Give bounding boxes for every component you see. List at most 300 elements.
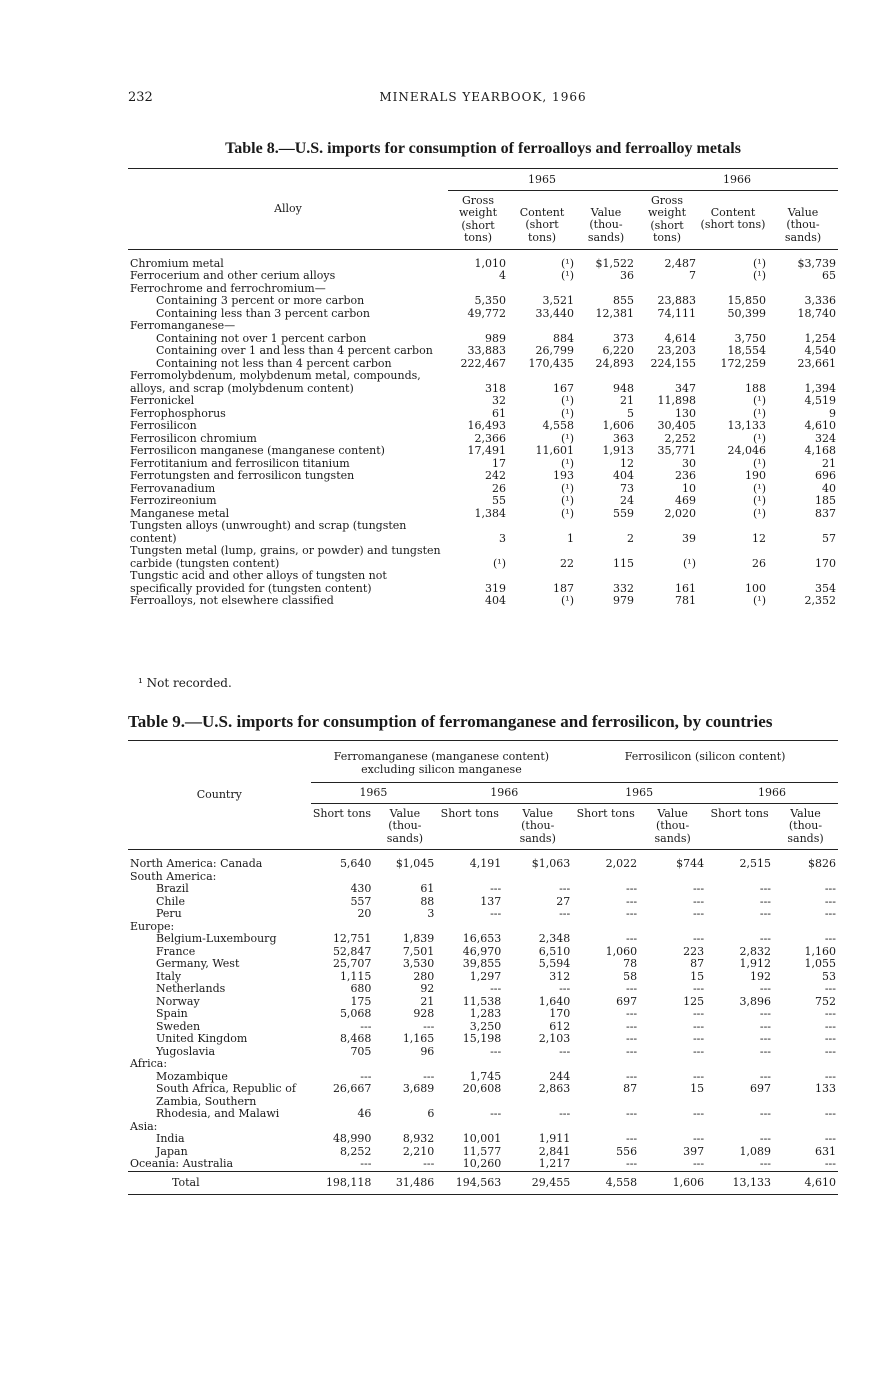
table9-year: 1966 xyxy=(706,783,838,804)
table-cell xyxy=(503,1058,572,1071)
table9-total-row xyxy=(128,1171,838,1195)
table-cell: (¹) xyxy=(753,406,766,420)
table-row xyxy=(128,520,838,545)
table-row xyxy=(128,1033,838,1046)
table-cell: 49,772 xyxy=(467,306,506,320)
table-cell: 3 xyxy=(499,531,506,545)
table-cell: --- xyxy=(692,1032,705,1045)
table-row xyxy=(128,470,838,483)
table-cell xyxy=(448,320,508,333)
table-cell xyxy=(773,1058,838,1071)
table-cell: 5 xyxy=(627,406,634,420)
table-row xyxy=(128,370,838,395)
table-row xyxy=(128,545,838,570)
table-cell: 2,252 xyxy=(664,431,696,445)
table-cell: 989 xyxy=(485,331,506,345)
table8-body xyxy=(128,249,838,608)
table-cell: 23,661 xyxy=(797,356,836,370)
table-cell: 192 xyxy=(750,969,772,983)
row-label: Tungstic acid and other alloys of tungsten not specifically provided for (tungsten content) xyxy=(130,570,387,595)
page-number: 232 xyxy=(128,90,153,105)
table-cell: --- xyxy=(824,1019,836,1033)
table-cell: --- xyxy=(759,882,772,895)
table-row xyxy=(128,850,838,871)
table-cell: 57 xyxy=(822,531,836,545)
row-label: Ferrosilicon chromium xyxy=(130,432,257,445)
row-label: Ferrotungsten and ferrosilicon tungsten xyxy=(130,470,355,482)
table-cell: 36 xyxy=(620,269,634,282)
table-row xyxy=(128,308,838,321)
table-cell: 96 xyxy=(420,1044,435,1058)
table-cell: 4,558 xyxy=(542,419,574,432)
table-row xyxy=(128,458,838,471)
row-label: Brazil xyxy=(156,883,189,895)
table-cell: 1,254 xyxy=(804,331,836,345)
row-label: Zambia, Southern Rhodesia, and Malawi xyxy=(156,1095,280,1120)
table-cell: 73 xyxy=(620,481,634,495)
table-cell: 52,847 xyxy=(332,944,372,958)
table-row xyxy=(128,570,838,595)
table-cell xyxy=(311,1058,374,1071)
col-head: Short tons xyxy=(710,806,769,820)
table-cell: $3,739 xyxy=(797,256,836,270)
row-label: Netherlands xyxy=(156,983,226,995)
table-cell: --- xyxy=(692,982,705,995)
table-cell xyxy=(572,1058,639,1071)
row-label: Mozambique xyxy=(156,1070,228,1083)
row-label: Ferrochrome and ferrochromium— xyxy=(130,282,326,295)
table-row xyxy=(128,495,838,508)
table-row xyxy=(128,249,838,270)
table-cell: 705 xyxy=(350,1044,372,1058)
table-cell: 236 xyxy=(675,469,696,482)
table-cell: 61 xyxy=(492,406,506,420)
table-cell: 3 xyxy=(427,907,435,920)
table-row xyxy=(128,883,838,896)
table-cell: 9 xyxy=(829,406,836,420)
table-cell: (¹) xyxy=(753,256,766,270)
table-cell xyxy=(508,320,576,333)
table-cell: 17,491 xyxy=(467,444,506,457)
table-cell: 24,893 xyxy=(595,356,634,370)
table-cell: 1,384 xyxy=(474,506,506,520)
table-cell: 559 xyxy=(613,506,634,520)
table-cell: 12,751 xyxy=(332,932,372,945)
table-cell: 133 xyxy=(815,1082,836,1095)
table-cell: --- xyxy=(490,1107,502,1120)
table-cell: 10,001 xyxy=(462,1132,502,1145)
table-cell: 1,913 xyxy=(602,444,634,457)
table-cell: 61 xyxy=(420,882,435,895)
row-label: Europe: xyxy=(130,920,175,933)
table-cell: 4,191 xyxy=(469,857,502,870)
table-cell: --- xyxy=(759,907,772,920)
table-cell: 884 xyxy=(553,331,574,345)
table-cell: 2,022 xyxy=(605,857,638,870)
table-cell: 2,210 xyxy=(402,1144,435,1158)
running-head: MINERALS YEARBOOK, 1966 xyxy=(379,90,587,104)
table-cell: (¹) xyxy=(561,456,574,470)
col-head: Value (thou- sands) xyxy=(587,205,625,244)
table-cell xyxy=(576,320,636,333)
row-label: Containing not over 1 percent carbon xyxy=(156,332,367,345)
table-cell: 2,352 xyxy=(804,594,836,607)
table-cell: 48,990 xyxy=(332,1132,372,1145)
table9 xyxy=(128,740,838,1195)
table-cell: (¹) xyxy=(561,256,574,270)
table-cell: 21 xyxy=(420,994,435,1008)
table-cell: (¹) xyxy=(561,431,574,445)
table-cell: 324 xyxy=(815,431,836,445)
table-cell: 2,487 xyxy=(664,256,696,270)
table-cell: 3,896 xyxy=(739,994,772,1008)
table-cell: 7 xyxy=(689,269,696,282)
table-cell: 332 xyxy=(613,581,634,595)
row-label: Containing over 1 and less than 4 percent carbon xyxy=(156,345,433,357)
table-cell: 1,115 xyxy=(339,969,372,983)
table-cell: --- xyxy=(692,1044,705,1058)
row-label: Manganese metal xyxy=(130,507,230,520)
table-cell: --- xyxy=(626,932,638,945)
row-label: Asia: xyxy=(130,1120,158,1133)
row-label: Containing less than 3 percent carbon xyxy=(156,307,371,320)
table9-body xyxy=(128,850,838,1172)
table-cell: 190 xyxy=(745,469,766,482)
table-cell: 115 xyxy=(613,556,634,570)
table-cell: --- xyxy=(759,1107,772,1120)
table-cell: 224,155 xyxy=(650,356,696,370)
row-label: Ferroalloys, not elsewhere classified xyxy=(130,595,334,607)
table-cell: 170 xyxy=(549,1007,571,1020)
table-cell: 170 xyxy=(815,556,836,570)
total-cell: 4,558 xyxy=(605,1175,638,1189)
table-cell: 1,089 xyxy=(739,1144,772,1158)
table-cell: 55 xyxy=(492,494,506,507)
table-cell: 8,468 xyxy=(339,1032,372,1045)
table-cell: 23,203 xyxy=(657,344,696,357)
row-label: India xyxy=(156,1133,185,1145)
table-cell: 40 xyxy=(822,481,836,495)
table-cell: 92 xyxy=(420,982,435,995)
table-cell: 26 xyxy=(752,556,766,570)
table-cell: 222,467 xyxy=(460,356,506,370)
table-cell: 161 xyxy=(675,581,696,595)
table-row xyxy=(128,1046,838,1059)
row-label: South America: xyxy=(130,870,217,883)
table-cell: 78 xyxy=(623,957,638,970)
table9-year: 1966 xyxy=(436,783,572,804)
table-row xyxy=(128,971,838,984)
table-cell: 6,510 xyxy=(538,944,571,958)
table-cell: 23,883 xyxy=(657,294,696,307)
table-cell: 2,348 xyxy=(538,932,571,945)
table-cell: 24 xyxy=(620,494,634,507)
col-head: Short tons xyxy=(576,806,635,820)
table-cell: 928 xyxy=(413,1007,435,1020)
table-cell: $744 xyxy=(676,857,705,870)
table-cell: --- xyxy=(626,1132,638,1145)
table-cell: 6 xyxy=(427,1107,435,1120)
table-cell: --- xyxy=(559,982,571,995)
row-label: Ferrosilicon xyxy=(130,420,197,432)
table-cell: 87 xyxy=(623,1082,638,1095)
table-cell: --- xyxy=(490,982,502,995)
table-cell: 12 xyxy=(620,456,634,470)
table-cell: --- xyxy=(626,894,638,908)
table-cell: 347 xyxy=(675,381,696,395)
table-cell: 2,103 xyxy=(538,1032,571,1045)
table-cell: 4,614 xyxy=(664,331,696,345)
table-cell: (¹) xyxy=(753,481,766,495)
table-cell: 100 xyxy=(745,581,766,595)
table-cell: $1,522 xyxy=(595,256,634,270)
table-cell: 65 xyxy=(822,269,836,282)
row-label: Oceania: Australia xyxy=(130,1158,234,1170)
total-label: Total xyxy=(172,1175,200,1189)
table-cell: 8,252 xyxy=(339,1144,372,1158)
table-cell: 16,493 xyxy=(467,419,506,432)
table-cell: 25,707 xyxy=(332,957,372,970)
table-cell xyxy=(373,1058,436,1071)
table-cell: 319 xyxy=(485,581,506,595)
table-cell: 21 xyxy=(620,394,634,407)
table-cell: 1,055 xyxy=(804,957,836,970)
table-cell: 280 xyxy=(413,969,435,983)
table-cell: --- xyxy=(759,1007,772,1020)
table-cell: --- xyxy=(824,882,836,895)
table-cell: --- xyxy=(626,982,638,995)
row-label: Ferrozireonium xyxy=(130,495,217,507)
table-cell: --- xyxy=(692,1107,705,1120)
table-cell: 27 xyxy=(556,894,571,908)
table-cell: --- xyxy=(360,1069,372,1083)
table-cell: 2,020 xyxy=(664,506,696,520)
table-cell: 88 xyxy=(420,894,435,908)
table-cell: 2,841 xyxy=(538,1144,571,1158)
table-cell: 10,260 xyxy=(462,1157,502,1170)
table-cell: 20 xyxy=(357,907,372,920)
table-cell: 11,577 xyxy=(462,1144,502,1158)
table-cell: --- xyxy=(559,1044,571,1058)
table-cell: 6,220 xyxy=(602,344,634,357)
table-row xyxy=(128,358,838,371)
table-cell: --- xyxy=(626,1107,638,1120)
col-head: Gross weight (short tons) xyxy=(648,193,686,244)
table-cell: 1,911 xyxy=(538,1132,571,1145)
table-cell: --- xyxy=(692,1069,705,1083)
total-cell: 1,606 xyxy=(672,1175,705,1189)
total-cell: 198,118 xyxy=(325,1175,372,1189)
table-cell: 8,932 xyxy=(402,1132,435,1145)
table-cell: --- xyxy=(692,882,705,895)
table-cell: 137 xyxy=(480,894,502,908)
table-cell: 11,898 xyxy=(657,394,696,407)
table-cell: 631 xyxy=(815,1144,836,1158)
row-label: Tungsten alloys (unwrought) and scrap (tungsten content) xyxy=(130,520,407,545)
table-cell: --- xyxy=(559,882,571,895)
table9-group-ferromanganese: Ferromanganese (manganese content) excluding silicon manganese xyxy=(311,741,573,783)
table-cell: 11,538 xyxy=(462,994,502,1008)
table-cell: 7,501 xyxy=(402,944,435,958)
table-cell: 18,554 xyxy=(727,344,766,357)
table-cell: 557 xyxy=(350,894,372,908)
row-label: Japan xyxy=(156,1145,188,1158)
table-cell: 125 xyxy=(683,994,705,1008)
total-cell: 194,563 xyxy=(455,1175,502,1189)
row-label: Tungsten metal (lump, grains, or powder) and tungsten carbide (tungsten content) xyxy=(130,545,441,570)
row-label: Ferrophosphorus xyxy=(130,407,226,420)
table-cell: (¹) xyxy=(753,394,766,407)
table-cell: 1,297 xyxy=(469,969,502,983)
table-cell: 354 xyxy=(815,581,836,595)
table-row xyxy=(128,320,838,333)
table-cell: 781 xyxy=(675,594,696,607)
table-cell: 1,010 xyxy=(474,256,506,270)
table-cell: 1,640 xyxy=(538,994,571,1008)
row-label: Spain xyxy=(156,1008,188,1020)
row-label: Containing 3 percent or more carbon xyxy=(156,295,365,307)
row-label: France xyxy=(156,945,196,958)
table-row xyxy=(128,908,838,921)
table-cell: --- xyxy=(692,907,705,920)
total-cell: 29,455 xyxy=(531,1175,571,1189)
table-cell: --- xyxy=(824,894,836,908)
table-cell xyxy=(436,1058,503,1071)
table-cell: 5,350 xyxy=(474,294,506,307)
table-cell: 1,745 xyxy=(469,1069,502,1083)
table-cell: (¹) xyxy=(561,269,574,282)
table-cell: 33,883 xyxy=(467,344,506,357)
table-cell: --- xyxy=(759,932,772,945)
table-row xyxy=(128,420,838,433)
table-cell: 15,850 xyxy=(727,294,766,307)
row-label: United Kingdom xyxy=(156,1033,248,1045)
table-cell: 397 xyxy=(683,1144,705,1158)
table-cell: --- xyxy=(824,1007,836,1020)
table-cell: 87 xyxy=(690,957,705,970)
table-cell: --- xyxy=(824,1107,836,1120)
table-row xyxy=(128,270,838,283)
table-row xyxy=(128,958,838,971)
table-cell: 4,540 xyxy=(804,344,836,357)
table-cell: 469 xyxy=(675,494,696,507)
table-row xyxy=(128,595,838,608)
col-head: Value (thou- sands) xyxy=(519,806,556,845)
row-label: South Africa, Republic of xyxy=(156,1083,296,1095)
table-cell: $1,063 xyxy=(531,857,571,870)
table-cell: 26,799 xyxy=(535,344,574,357)
table-cell: 11,601 xyxy=(535,444,574,457)
table9-group-ferrosilicon: Ferrosilicon (silicon content) xyxy=(572,741,838,783)
table-cell: --- xyxy=(626,882,638,895)
table-cell: 74,111 xyxy=(657,306,696,320)
col-head: Content (short tons) xyxy=(519,205,565,244)
table-cell: 696 xyxy=(815,469,836,482)
table-cell: 193 xyxy=(553,469,574,482)
table8-title: Table 8.—U.S. imports for consumption of ferroalloys and ferroalloy metals xyxy=(225,140,741,157)
table-cell: --- xyxy=(626,1019,638,1033)
table-cell: --- xyxy=(824,982,836,995)
table-cell: 1,060 xyxy=(605,944,638,958)
table-cell: 697 xyxy=(750,1082,772,1095)
table-cell: --- xyxy=(824,907,836,920)
row-label: Ferromolybdenum, molybdenum metal, compounds, alloys, and scrap (molybdenum content) xyxy=(130,370,421,395)
table-cell: 58 xyxy=(623,969,638,983)
table-cell: 373 xyxy=(613,331,634,345)
table-cell: --- xyxy=(490,882,502,895)
table-cell: 35,771 xyxy=(657,444,696,457)
table-cell: 1 xyxy=(567,531,574,545)
table-cell: 53 xyxy=(822,969,836,983)
col-head: Value (thou- sands) xyxy=(787,806,824,845)
row-label: Sweden xyxy=(156,1020,201,1033)
table-cell: $1,045 xyxy=(395,857,435,870)
table-cell: 3,530 xyxy=(402,957,435,970)
table-cell: 170,435 xyxy=(528,356,574,370)
table-cell: 15 xyxy=(690,969,705,983)
table-cell: (¹) xyxy=(561,394,574,407)
table-cell: 430 xyxy=(350,882,372,895)
row-label: Chile xyxy=(156,895,186,908)
table-cell: --- xyxy=(759,1069,772,1083)
table-cell: 172,259 xyxy=(720,356,766,370)
col-head: Value (thou- sands) xyxy=(784,205,822,244)
table-cell: --- xyxy=(824,1157,836,1170)
table-cell: --- xyxy=(423,1069,435,1083)
table-cell: 697 xyxy=(616,994,638,1008)
table-cell: --- xyxy=(759,894,772,908)
table-cell: (¹) xyxy=(753,494,766,507)
table-row xyxy=(128,983,838,996)
total-cell: 31,486 xyxy=(395,1175,435,1189)
table-row xyxy=(128,1096,838,1121)
table-cell: 2,863 xyxy=(538,1082,571,1095)
table-cell: 1,217 xyxy=(538,1157,571,1170)
table-cell: 167 xyxy=(553,381,574,395)
table-row xyxy=(128,1008,838,1021)
table-cell: 46,970 xyxy=(462,944,502,958)
table-cell: 2 xyxy=(627,531,634,545)
table-cell: 4 xyxy=(499,269,506,282)
table-cell: --- xyxy=(360,1157,372,1170)
table-cell: 30,405 xyxy=(657,419,696,432)
table-cell: 2,366 xyxy=(474,431,506,445)
table-cell: 3,336 xyxy=(804,294,836,307)
row-label: Peru xyxy=(156,908,182,920)
table-cell: 1,912 xyxy=(739,957,772,970)
table-cell: --- xyxy=(692,894,705,908)
table9-stub-head: Country xyxy=(128,741,311,850)
table-cell: 312 xyxy=(549,969,571,983)
table8-stub-head: Alloy xyxy=(128,169,448,250)
table-cell: (¹) xyxy=(493,556,506,570)
table-cell: 21 xyxy=(822,456,836,470)
table-cell: 855 xyxy=(613,294,634,307)
table-cell: 612 xyxy=(549,1019,571,1033)
table-cell: --- xyxy=(626,1069,638,1083)
row-label: Africa: xyxy=(130,1058,168,1070)
table-cell: 5,594 xyxy=(538,957,571,970)
table-cell: 3,750 xyxy=(734,331,766,345)
table-cell: --- xyxy=(360,1019,372,1033)
table-row xyxy=(128,508,838,521)
table-cell: 242 xyxy=(485,469,506,482)
table-cell: --- xyxy=(824,932,836,945)
table-cell: 752 xyxy=(815,994,836,1008)
table-cell: 22 xyxy=(560,556,574,570)
table-cell: (¹) xyxy=(561,481,574,495)
table-cell: (¹) xyxy=(683,556,696,570)
